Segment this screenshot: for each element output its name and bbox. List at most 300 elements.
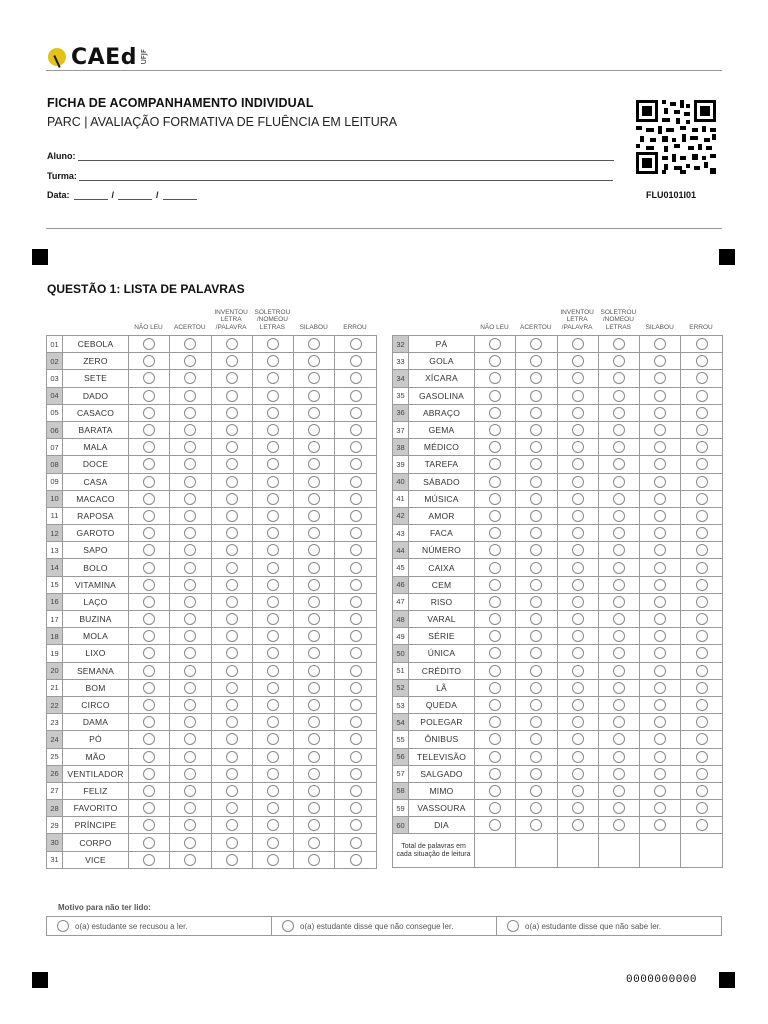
answer-bubble[interactable]: [654, 699, 666, 711]
answer-bubble[interactable]: [654, 390, 666, 402]
answer-bubble[interactable]: [267, 424, 279, 436]
answer-bubble[interactable]: [613, 424, 625, 436]
answer-bubble[interactable]: [530, 613, 542, 625]
answer-bubble[interactable]: [184, 854, 196, 866]
answer-bubble[interactable]: [613, 493, 625, 505]
answer-bubble[interactable]: [226, 837, 238, 849]
answer-bubble[interactable]: [350, 751, 362, 763]
answer-bubble[interactable]: [184, 751, 196, 763]
answer-bubble[interactable]: [350, 716, 362, 728]
answer-bubble[interactable]: [226, 854, 238, 866]
answer-bubble[interactable]: [308, 716, 320, 728]
answer-bubble[interactable]: [226, 476, 238, 488]
answer-bubble[interactable]: [696, 665, 708, 677]
answer-bubble[interactable]: [696, 699, 708, 711]
answer-bubble[interactable]: [696, 441, 708, 453]
answer-bubble[interactable]: [572, 390, 584, 402]
answer-bubble[interactable]: [572, 476, 584, 488]
answer-bubble[interactable]: [572, 613, 584, 625]
answer-bubble[interactable]: [184, 372, 196, 384]
answer-bubble[interactable]: [613, 338, 625, 350]
motivo-option-nao-sabe[interactable]: [497, 917, 721, 935]
answer-bubble[interactable]: [350, 355, 362, 367]
answer-bubble[interactable]: [572, 596, 584, 608]
answer-bubble[interactable]: [530, 458, 542, 470]
answer-bubble[interactable]: [184, 579, 196, 591]
answer-bubble[interactable]: [350, 596, 362, 608]
answer-bubble[interactable]: [308, 802, 320, 814]
answer-bubble[interactable]: [696, 596, 708, 608]
answer-bubble[interactable]: [226, 785, 238, 797]
answer-bubble[interactable]: [530, 682, 542, 694]
answer-bubble[interactable]: [530, 802, 542, 814]
answer-bubble[interactable]: [143, 630, 155, 642]
answer-bubble[interactable]: [613, 819, 625, 831]
answer-bubble[interactable]: [530, 647, 542, 659]
answer-bubble[interactable]: [530, 699, 542, 711]
total-cell[interactable]: [557, 834, 598, 868]
answer-bubble[interactable]: [350, 854, 362, 866]
answer-bubble[interactable]: [696, 458, 708, 470]
answer-bubble[interactable]: [696, 802, 708, 814]
answer-bubble[interactable]: [696, 733, 708, 745]
answer-bubble[interactable]: [654, 630, 666, 642]
answer-bubble[interactable]: [267, 527, 279, 539]
answer-bubble[interactable]: [184, 390, 196, 402]
answer-bubble[interactable]: [696, 785, 708, 797]
answer-bubble[interactable]: [267, 716, 279, 728]
answer-bubble[interactable]: [308, 665, 320, 677]
answer-bubble[interactable]: [184, 544, 196, 556]
answer-bubble[interactable]: [696, 647, 708, 659]
answer-bubble[interactable]: [308, 562, 320, 574]
answer-bubble[interactable]: [143, 544, 155, 556]
answer-bubble[interactable]: [267, 647, 279, 659]
answer-bubble[interactable]: [489, 785, 501, 797]
answer-bubble[interactable]: [530, 768, 542, 780]
answer-bubble[interactable]: [572, 665, 584, 677]
answer-bubble[interactable]: [350, 837, 362, 849]
answer-bubble[interactable]: [654, 493, 666, 505]
answer-bubble[interactable]: [267, 372, 279, 384]
answer-bubble[interactable]: [654, 355, 666, 367]
answer-bubble[interactable]: [489, 355, 501, 367]
answer-bubble[interactable]: [654, 510, 666, 522]
answer-bubble[interactable]: [696, 819, 708, 831]
motivo-option-recusou[interactable]: [47, 917, 272, 935]
answer-bubble[interactable]: [489, 751, 501, 763]
answer-bubble[interactable]: [308, 837, 320, 849]
answer-bubble[interactable]: [696, 372, 708, 384]
answer-bubble[interactable]: [654, 785, 666, 797]
answer-bubble[interactable]: [143, 493, 155, 505]
answer-bubble[interactable]: [572, 716, 584, 728]
answer-bubble[interactable]: [654, 441, 666, 453]
answer-bubble[interactable]: [350, 699, 362, 711]
answer-bubble[interactable]: [350, 768, 362, 780]
answer-bubble[interactable]: [654, 733, 666, 745]
answer-bubble[interactable]: [572, 372, 584, 384]
answer-bubble[interactable]: [350, 510, 362, 522]
answer-bubble[interactable]: [143, 355, 155, 367]
answer-bubble[interactable]: [350, 407, 362, 419]
answer-bubble[interactable]: [489, 544, 501, 556]
answer-bubble[interactable]: [308, 441, 320, 453]
answer-bubble[interactable]: [696, 613, 708, 625]
answer-bubble[interactable]: [696, 751, 708, 763]
answer-bubble[interactable]: [489, 802, 501, 814]
answer-bubble[interactable]: [184, 424, 196, 436]
answer-bubble[interactable]: [226, 407, 238, 419]
answer-bubble[interactable]: [350, 544, 362, 556]
answer-bubble[interactable]: [572, 424, 584, 436]
answer-bubble[interactable]: [267, 733, 279, 745]
answer-bubble[interactable]: [184, 476, 196, 488]
answer-bubble[interactable]: [572, 338, 584, 350]
answer-bubble[interactable]: [143, 372, 155, 384]
answer-bubble[interactable]: [489, 716, 501, 728]
answer-bubble[interactable]: [184, 338, 196, 350]
answer-bubble[interactable]: [654, 424, 666, 436]
answer-bubble[interactable]: [350, 613, 362, 625]
answer-bubble[interactable]: [184, 510, 196, 522]
answer-bubble[interactable]: [696, 544, 708, 556]
answer-bubble[interactable]: [613, 751, 625, 763]
answer-bubble[interactable]: [530, 562, 542, 574]
answer-bubble[interactable]: [489, 493, 501, 505]
answer-bubble[interactable]: [267, 699, 279, 711]
answer-bubble[interactable]: [143, 682, 155, 694]
answer-bubble[interactable]: [696, 355, 708, 367]
answer-bubble[interactable]: [226, 510, 238, 522]
answer-bubble[interactable]: [267, 441, 279, 453]
answer-bubble[interactable]: [489, 819, 501, 831]
answer-bubble[interactable]: [530, 407, 542, 419]
answer-bubble[interactable]: [267, 665, 279, 677]
answer-bubble[interactable]: [530, 493, 542, 505]
answer-bubble[interactable]: [143, 768, 155, 780]
answer-bubble[interactable]: [308, 476, 320, 488]
answer-bubble[interactable]: [267, 579, 279, 591]
answer-bubble[interactable]: [613, 596, 625, 608]
answer-bubble[interactable]: [184, 699, 196, 711]
answer-bubble[interactable]: [530, 785, 542, 797]
answer-bubble[interactable]: [308, 424, 320, 436]
answer-bubble[interactable]: [654, 768, 666, 780]
answer-bubble[interactable]: [308, 407, 320, 419]
answer-bubble[interactable]: [613, 682, 625, 694]
answer-bubble[interactable]: [572, 802, 584, 814]
answer-bubble[interactable]: [267, 510, 279, 522]
turma-line[interactable]: [79, 172, 613, 181]
answer-bubble[interactable]: [226, 751, 238, 763]
answer-bubble[interactable]: [613, 510, 625, 522]
answer-bubble[interactable]: [489, 527, 501, 539]
answer-bubble[interactable]: [143, 819, 155, 831]
answer-bubble[interactable]: [654, 802, 666, 814]
aluno-line[interactable]: [78, 152, 614, 161]
answer-bubble[interactable]: [226, 733, 238, 745]
answer-bubble[interactable]: [613, 630, 625, 642]
answer-bubble[interactable]: [308, 510, 320, 522]
answer-bubble[interactable]: [308, 699, 320, 711]
answer-bubble[interactable]: [226, 596, 238, 608]
answer-bubble[interactable]: [267, 458, 279, 470]
answer-bubble[interactable]: [530, 338, 542, 350]
answer-bubble[interactable]: [143, 785, 155, 797]
answer-bubble[interactable]: [350, 785, 362, 797]
answer-bubble[interactable]: [572, 768, 584, 780]
answer-bubble[interactable]: [613, 544, 625, 556]
answer-bubble[interactable]: [267, 768, 279, 780]
answer-bubble[interactable]: [489, 441, 501, 453]
answer-bubble[interactable]: [143, 837, 155, 849]
answer-bubble[interactable]: [489, 372, 501, 384]
answer-bubble[interactable]: [308, 630, 320, 642]
answer-bubble[interactable]: [696, 579, 708, 591]
answer-bubble[interactable]: [184, 493, 196, 505]
answer-bubble[interactable]: [489, 562, 501, 574]
answer-bubble[interactable]: [572, 819, 584, 831]
answer-bubble[interactable]: [350, 819, 362, 831]
answer-bubble[interactable]: [572, 579, 584, 591]
answer-bubble[interactable]: [308, 613, 320, 625]
answer-bubble[interactable]: [613, 407, 625, 419]
answer-bubble[interactable]: [143, 441, 155, 453]
answer-bubble[interactable]: [489, 768, 501, 780]
answer-bubble[interactable]: [350, 338, 362, 350]
answer-bubble[interactable]: [308, 372, 320, 384]
answer-bubble[interactable]: [267, 751, 279, 763]
answer-bubble[interactable]: [184, 562, 196, 574]
answer-bubble[interactable]: [143, 647, 155, 659]
answer-bubble[interactable]: [226, 458, 238, 470]
answer-bubble[interactable]: [350, 733, 362, 745]
answer-bubble[interactable]: [530, 424, 542, 436]
data-field[interactable]: [47, 190, 201, 200]
answer-bubble[interactable]: [572, 682, 584, 694]
answer-bubble[interactable]: [226, 424, 238, 436]
answer-bubble[interactable]: [226, 562, 238, 574]
answer-bubble[interactable]: [530, 579, 542, 591]
answer-bubble[interactable]: [184, 682, 196, 694]
answer-bubble[interactable]: [572, 699, 584, 711]
answer-bubble[interactable]: [489, 630, 501, 642]
answer-bubble[interactable]: [489, 665, 501, 677]
answer-bubble[interactable]: [654, 407, 666, 419]
answer-bubble[interactable]: [143, 527, 155, 539]
answer-bubble[interactable]: [143, 407, 155, 419]
answer-bubble[interactable]: [226, 527, 238, 539]
answer-bubble[interactable]: [143, 476, 155, 488]
answer-bubble[interactable]: [143, 802, 155, 814]
answer-bubble[interactable]: [226, 579, 238, 591]
answer-bubble[interactable]: [308, 458, 320, 470]
date-day-blank[interactable]: [74, 191, 108, 200]
answer-bubble[interactable]: [654, 338, 666, 350]
answer-bubble[interactable]: [613, 665, 625, 677]
answer-bubble[interactable]: [530, 510, 542, 522]
answer-bubble[interactable]: [226, 716, 238, 728]
answer-bubble[interactable]: [530, 544, 542, 556]
answer-bubble[interactable]: [350, 441, 362, 453]
total-cell[interactable]: [475, 834, 516, 868]
answer-bubble[interactable]: [654, 527, 666, 539]
answer-bubble[interactable]: [184, 768, 196, 780]
answer-bubble[interactable]: [226, 441, 238, 453]
answer-bubble[interactable]: [489, 458, 501, 470]
date-month-blank[interactable]: [118, 191, 152, 200]
answer-bubble[interactable]: [143, 390, 155, 402]
answer-bubble[interactable]: [696, 768, 708, 780]
answer-bubble[interactable]: [572, 407, 584, 419]
answer-bubble[interactable]: [696, 716, 708, 728]
answer-bubble[interactable]: [226, 768, 238, 780]
answer-bubble[interactable]: [308, 647, 320, 659]
answer-bubble[interactable]: [267, 785, 279, 797]
answer-bubble[interactable]: [530, 716, 542, 728]
answer-bubble[interactable]: [143, 458, 155, 470]
answer-bubble[interactable]: [184, 613, 196, 625]
answer-bubble[interactable]: [350, 493, 362, 505]
answer-bubble[interactable]: [489, 733, 501, 745]
answer-bubble[interactable]: [267, 355, 279, 367]
answer-bubble[interactable]: [572, 562, 584, 574]
answer-bubble[interactable]: [226, 682, 238, 694]
answer-bubble[interactable]: [696, 476, 708, 488]
answer-bubble[interactable]: [654, 544, 666, 556]
answer-bubble[interactable]: [530, 527, 542, 539]
answer-bubble[interactable]: [267, 390, 279, 402]
answer-bubble[interactable]: [613, 733, 625, 745]
answer-bubble[interactable]: [308, 544, 320, 556]
answer-bubble[interactable]: [572, 785, 584, 797]
answer-bubble[interactable]: [184, 441, 196, 453]
answer-bubble[interactable]: [143, 424, 155, 436]
answer-bubble[interactable]: [267, 802, 279, 814]
answer-bubble[interactable]: [696, 390, 708, 402]
answer-bubble[interactable]: [613, 613, 625, 625]
answer-bubble[interactable]: [613, 699, 625, 711]
answer-bubble[interactable]: [184, 630, 196, 642]
answer-bubble[interactable]: [530, 751, 542, 763]
answer-bubble[interactable]: [572, 544, 584, 556]
answer-bubble[interactable]: [226, 647, 238, 659]
answer-bubble[interactable]: [654, 372, 666, 384]
answer-bubble[interactable]: [489, 407, 501, 419]
answer-bubble[interactable]: [143, 613, 155, 625]
answer-bubble[interactable]: [350, 630, 362, 642]
answer-bubble[interactable]: [654, 476, 666, 488]
answer-bubble[interactable]: [184, 407, 196, 419]
answer-bubble[interactable]: [350, 647, 362, 659]
answer-bubble[interactable]: [572, 630, 584, 642]
answer-bubble[interactable]: [184, 665, 196, 677]
answer-bubble[interactable]: [654, 613, 666, 625]
answer-bubble[interactable]: [226, 665, 238, 677]
answer-bubble[interactable]: [613, 716, 625, 728]
answer-bubble[interactable]: [350, 476, 362, 488]
answer-bubble[interactable]: [184, 716, 196, 728]
answer-bubble[interactable]: [530, 630, 542, 642]
answer-bubble[interactable]: [613, 355, 625, 367]
total-cell[interactable]: [598, 834, 639, 868]
answer-bubble[interactable]: [696, 493, 708, 505]
answer-bubble[interactable]: [696, 407, 708, 419]
answer-bubble[interactable]: [613, 802, 625, 814]
answer-bubble[interactable]: [654, 665, 666, 677]
answer-bubble[interactable]: [226, 699, 238, 711]
answer-bubble[interactable]: [184, 458, 196, 470]
answer-bubble[interactable]: [613, 441, 625, 453]
answer-bubble[interactable]: [613, 527, 625, 539]
answer-bubble[interactable]: [350, 390, 362, 402]
answer-bubble[interactable]: [143, 338, 155, 350]
answer-bubble[interactable]: [267, 630, 279, 642]
answer-bubble[interactable]: [696, 338, 708, 350]
answer-bubble[interactable]: [350, 562, 362, 574]
answer-bubble[interactable]: [572, 458, 584, 470]
answer-bubble[interactable]: [530, 665, 542, 677]
answer-bubble[interactable]: [572, 527, 584, 539]
answer-bubble[interactable]: [654, 716, 666, 728]
answer-bubble[interactable]: [267, 613, 279, 625]
answer-bubble[interactable]: [613, 647, 625, 659]
answer-bubble[interactable]: [308, 785, 320, 797]
answer-bubble[interactable]: [143, 665, 155, 677]
date-year-blank[interactable]: [163, 191, 197, 200]
total-cell[interactable]: [681, 834, 722, 868]
turma-field[interactable]: [47, 171, 613, 181]
answer-bubble[interactable]: [184, 596, 196, 608]
answer-bubble[interactable]: [654, 682, 666, 694]
answer-bubble[interactable]: [267, 493, 279, 505]
answer-bubble[interactable]: [308, 338, 320, 350]
answer-bubble[interactable]: [143, 699, 155, 711]
answer-bubble[interactable]: [489, 647, 501, 659]
answer-bubble[interactable]: [696, 510, 708, 522]
total-cell[interactable]: [516, 834, 557, 868]
answer-bubble[interactable]: [696, 630, 708, 642]
answer-bubble[interactable]: [308, 819, 320, 831]
answer-bubble[interactable]: [184, 527, 196, 539]
answer-bubble[interactable]: [308, 682, 320, 694]
answer-bubble[interactable]: [143, 596, 155, 608]
answer-bubble[interactable]: [654, 751, 666, 763]
answer-bubble[interactable]: [226, 493, 238, 505]
answer-bubble[interactable]: [308, 390, 320, 402]
answer-bubble[interactable]: [613, 562, 625, 574]
answer-bubble[interactable]: [226, 819, 238, 831]
answer-bubble[interactable]: [226, 390, 238, 402]
answer-bubble[interactable]: [530, 596, 542, 608]
answer-bubble[interactable]: [143, 716, 155, 728]
answer-bubble[interactable]: [350, 579, 362, 591]
answer-bubble[interactable]: [226, 802, 238, 814]
answer-bubble[interactable]: [530, 733, 542, 745]
answer-bubble[interactable]: [267, 544, 279, 556]
option-circle[interactable]: [282, 920, 294, 932]
motivo-option-nao-consegue[interactable]: [272, 917, 497, 935]
answer-bubble[interactable]: [489, 510, 501, 522]
answer-bubble[interactable]: [530, 390, 542, 402]
answer-bubble[interactable]: [489, 682, 501, 694]
answer-bubble[interactable]: [654, 458, 666, 470]
answer-bubble[interactable]: [530, 819, 542, 831]
answer-bubble[interactable]: [267, 837, 279, 849]
answer-bubble[interactable]: [184, 819, 196, 831]
answer-bubble[interactable]: [308, 493, 320, 505]
